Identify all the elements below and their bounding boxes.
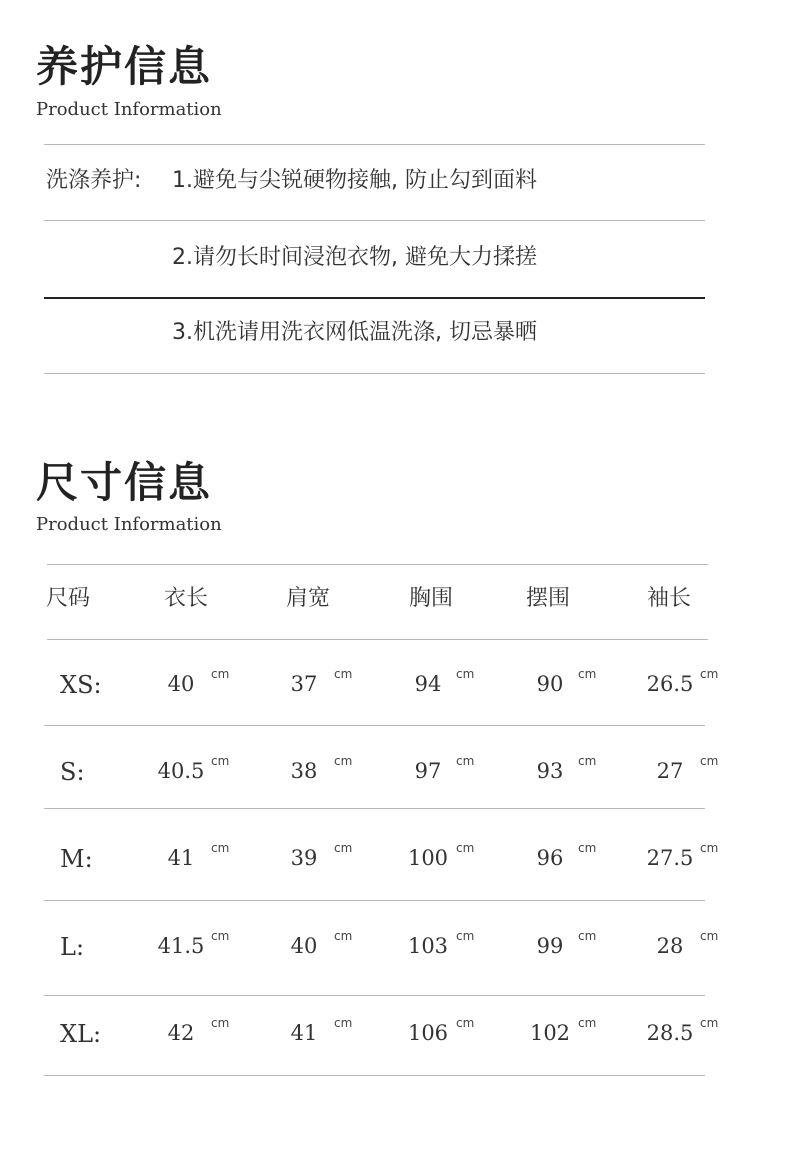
size-cell-value: 37 [290,672,318,696]
size-row-label: S: [60,758,85,786]
unit-label: cm [334,754,353,768]
divider [44,220,705,221]
size-cell-value: 99 [536,934,564,958]
divider [44,725,705,726]
divider [44,900,705,901]
unit-label: cm [334,1016,353,1030]
size-cell-value: 26.5 [646,672,694,696]
size-cell-value: 41 [290,1021,318,1045]
unit-label: cm [700,929,719,943]
size-row-label: XL: [60,1020,102,1048]
unit-label: cm [456,667,475,681]
size-cell-value: 94 [414,672,442,696]
divider [47,564,708,565]
care-section-subtitle: Product Information [36,99,222,120]
unit-label: cm [700,667,719,681]
size-cell-value: 42 [167,1021,195,1045]
size-row-label: L: [60,933,85,961]
size-cell-value: 97 [414,759,442,783]
size-cell-value: 103 [407,934,449,958]
unit-label: cm [700,841,719,855]
unit-label: cm [456,929,475,943]
unit-label: cm [211,841,230,855]
unit-label: cm [700,1016,719,1030]
unit-label: cm [456,754,475,768]
size-cell-value: 41.5 [157,934,205,958]
unit-label: cm [334,841,353,855]
care-item-3: 3.机洗请用洗衣网低温洗涤, 切忌暴晒 [172,320,537,345]
unit-label: cm [334,667,353,681]
header-sleeve: 袖长 [647,586,692,611]
size-cell-value: 41 [167,846,195,870]
divider [47,639,708,640]
unit-label: cm [211,754,230,768]
unit-label: cm [211,929,230,943]
divider [44,1075,705,1076]
unit-label: cm [211,667,230,681]
unit-label: cm [578,667,597,681]
divider [44,808,705,809]
size-cell-value: 38 [290,759,318,783]
unit-label: cm [578,754,597,768]
size-row-label: XS: [60,671,102,699]
unit-label: cm [578,841,597,855]
divider [44,144,705,145]
size-cell-value: 28.5 [646,1021,694,1045]
care-label: 洗涤养护: [46,168,142,193]
size-cell-value: 28 [656,934,684,958]
size-cell-value: 40 [167,672,195,696]
size-cell-value: 102 [529,1021,571,1045]
care-item-2: 2.请勿长时间浸泡衣物, 避免大力揉搓 [172,245,537,270]
divider [44,995,705,996]
header-size: 尺码 [46,586,91,611]
header-shoulder: 肩宽 [286,586,331,611]
divider [44,373,705,374]
unit-label: cm [700,754,719,768]
header-hem: 摆围 [526,586,571,611]
size-cell-value: 106 [407,1021,449,1045]
unit-label: cm [211,1016,230,1030]
size-cell-value: 39 [290,846,318,870]
size-cell-value: 27 [656,759,684,783]
divider-dark [44,297,705,299]
unit-label: cm [334,929,353,943]
header-length: 衣长 [164,586,209,611]
size-cell-value: 93 [536,759,564,783]
unit-label: cm [456,841,475,855]
size-cell-value: 100 [407,846,449,870]
care-item-1: 1.避免与尖锐硬物接触, 防止勾到面料 [172,168,537,193]
size-cell-value: 40 [290,934,318,958]
size-cell-value: 90 [536,672,564,696]
care-section-title: 养护信息 [36,42,213,91]
size-cell-value: 96 [536,846,564,870]
header-chest: 胸围 [409,586,454,611]
size-row-label: M: [60,845,93,873]
size-section-title: 尺寸信息 [36,458,213,507]
size-section-subtitle: Product Information [36,514,222,535]
unit-label: cm [578,929,597,943]
size-cell-value: 27.5 [646,846,694,870]
unit-label: cm [456,1016,475,1030]
size-cell-value: 40.5 [157,759,205,783]
unit-label: cm [578,1016,597,1030]
